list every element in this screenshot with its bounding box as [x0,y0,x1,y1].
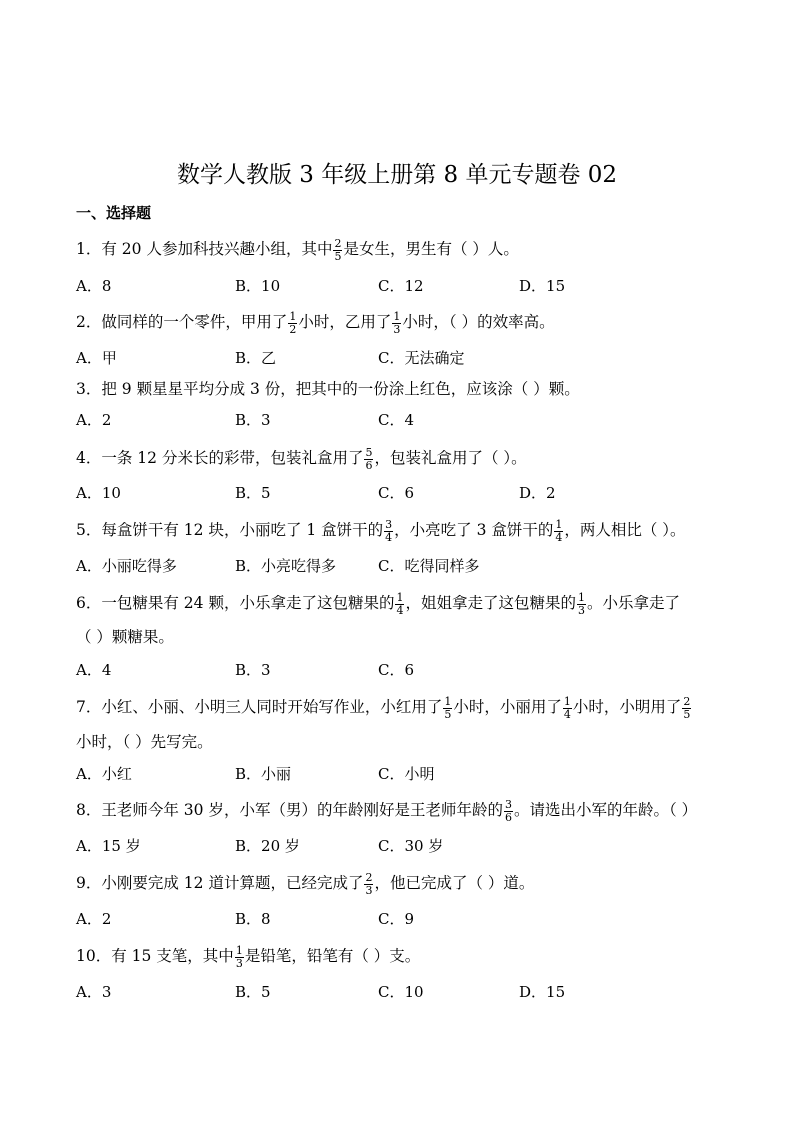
option-b[interactable]: B．5 [235,484,271,502]
option-a[interactable]: A．15 岁 [76,837,141,855]
option-a[interactable]: A．3 [76,983,112,1001]
option-c[interactable]: C．无法确定 [378,349,465,367]
option-b[interactable]: B．8 [235,910,271,928]
fraction: $\frac{1}{5}$ [444,694,452,721]
option-c[interactable]: C．6 [378,661,415,679]
fraction: $\frac{2}{5}$ [683,694,691,721]
option-d[interactable]: D．2 [519,484,556,502]
fraction: $\frac{1}{4}$ [555,517,563,544]
option-c[interactable]: C．6 [378,484,415,502]
option-b[interactable]: B．3 [235,661,271,679]
question-8: 8．王老师今年 30 岁，小军（男）的年龄刚好是王老师年龄的 $\frac{3}{6}$ 。请选出小军的年龄。（ ） [76,797,698,824]
option-c[interactable]: C．吃得同样多 [378,557,480,575]
option-c[interactable]: C．小明 [378,765,435,783]
option-c[interactable]: C．30 岁 [378,837,444,855]
question-5: 5．每盒饼干有 12 块，小丽吃了 1 盒饼干的 $\frac{3}{4}$ ，小亮吃了 3 盒饼干的 $\frac{1}{4}$ ，两人相比（ ）。 [76,517,686,544]
option-c[interactable]: C．12 [378,277,424,295]
question-3: 3．把 9 颗星星平均分成 3 份，把其中的一份涂上红色，应该涂（ ）颗。 [76,380,580,398]
question-7: 7．小红、小丽、小明三人同时开始写作业，小红用了 $\frac{1}{5}$ 小时，小丽用了 $\frac{1}{4}$ 小时，小明用了 $\frac{2}{5}$ [76,694,691,721]
fraction: $\frac{1}{3}$ [577,590,585,617]
fraction: $\frac{5}{6}$ [365,445,373,472]
option-a[interactable]: A．2 [76,411,112,429]
question-9: 9．小刚要完成 12 道计算题，已经完成了 $\frac{2}{3}$ ，他已完成了（ ）道。 [76,870,535,897]
option-c[interactable]: C．10 [378,983,424,1001]
question-2: 2．做同样的一个零件，甲用了 $\frac{1}{2}$ 小时，乙用了 $\frac{1}{3}$ 小时，（ ）的效率高。 [76,309,555,336]
option-b[interactable]: B．10 [235,277,281,295]
option-a[interactable]: A．4 [76,661,112,679]
option-b[interactable]: B．小亮吃得多 [235,557,337,575]
option-a[interactable]: A．10 [76,484,121,502]
fraction: $\frac{3}{6}$ [504,797,512,824]
fraction: $\frac{2}{3}$ [365,870,373,897]
fraction: $\frac{2}{5}$ [334,236,342,263]
option-b[interactable]: B．20 岁 [235,837,300,855]
option-c[interactable]: C．4 [378,411,415,429]
option-b[interactable]: B．乙 [235,349,277,367]
fraction: $\frac{3}{4}$ [385,517,393,544]
question-4: 4．一条 12 分米长的彩带，包装礼盒用了 $\frac{5}{6}$ ，包装礼盒用了（ ）。 [76,445,527,472]
question-1: 1．有 20 人参加科技兴趣小组，其中 $\frac{2}{5}$ 是女生，男生有（ ）人。 [76,236,519,263]
option-c[interactable]: C．9 [378,910,415,928]
fraction: $\frac{1}{4}$ [563,694,571,721]
fraction: $\frac{1}{3}$ [235,943,243,970]
option-b[interactable]: B．3 [235,411,271,429]
section-heading: 一、选择题 [76,204,152,222]
question-10: 10．有 15 支笔，其中 $\frac{1}{3}$ 是铅笔，铅笔有（ ）支。 [76,943,421,970]
option-b[interactable]: B．5 [235,983,271,1001]
option-d[interactable]: D．15 [519,277,566,295]
option-a[interactable]: A．2 [76,910,112,928]
page-title: 数学人教版 3 年级上册第 8 单元专题卷 02 [176,162,618,188]
option-a[interactable]: A．小丽吃得多 [76,557,177,575]
fraction: $\frac{1}{4}$ [396,590,404,617]
fraction: $\frac{1}{3}$ [393,309,401,336]
option-a[interactable]: A．8 [76,277,112,295]
question-7-continuation: 小时，（ ）先写完。 [76,733,213,751]
question-6: 6．一包糖果有 24 颗，小乐拿走了这包糖果的 $\frac{1}{4}$ ，姐姐拿走了这包糖果的 $\frac{1}{3}$ 。小乐拿走了 [76,590,680,617]
option-d[interactable]: D．15 [519,983,566,1001]
question-6-continuation: （ ）颗糖果。 [76,628,174,646]
option-a[interactable]: A．甲 [76,349,117,367]
option-b[interactable]: B．小丽 [235,765,292,783]
fraction: $\frac{1}{2}$ [289,309,297,336]
option-a[interactable]: A．小红 [76,765,132,783]
